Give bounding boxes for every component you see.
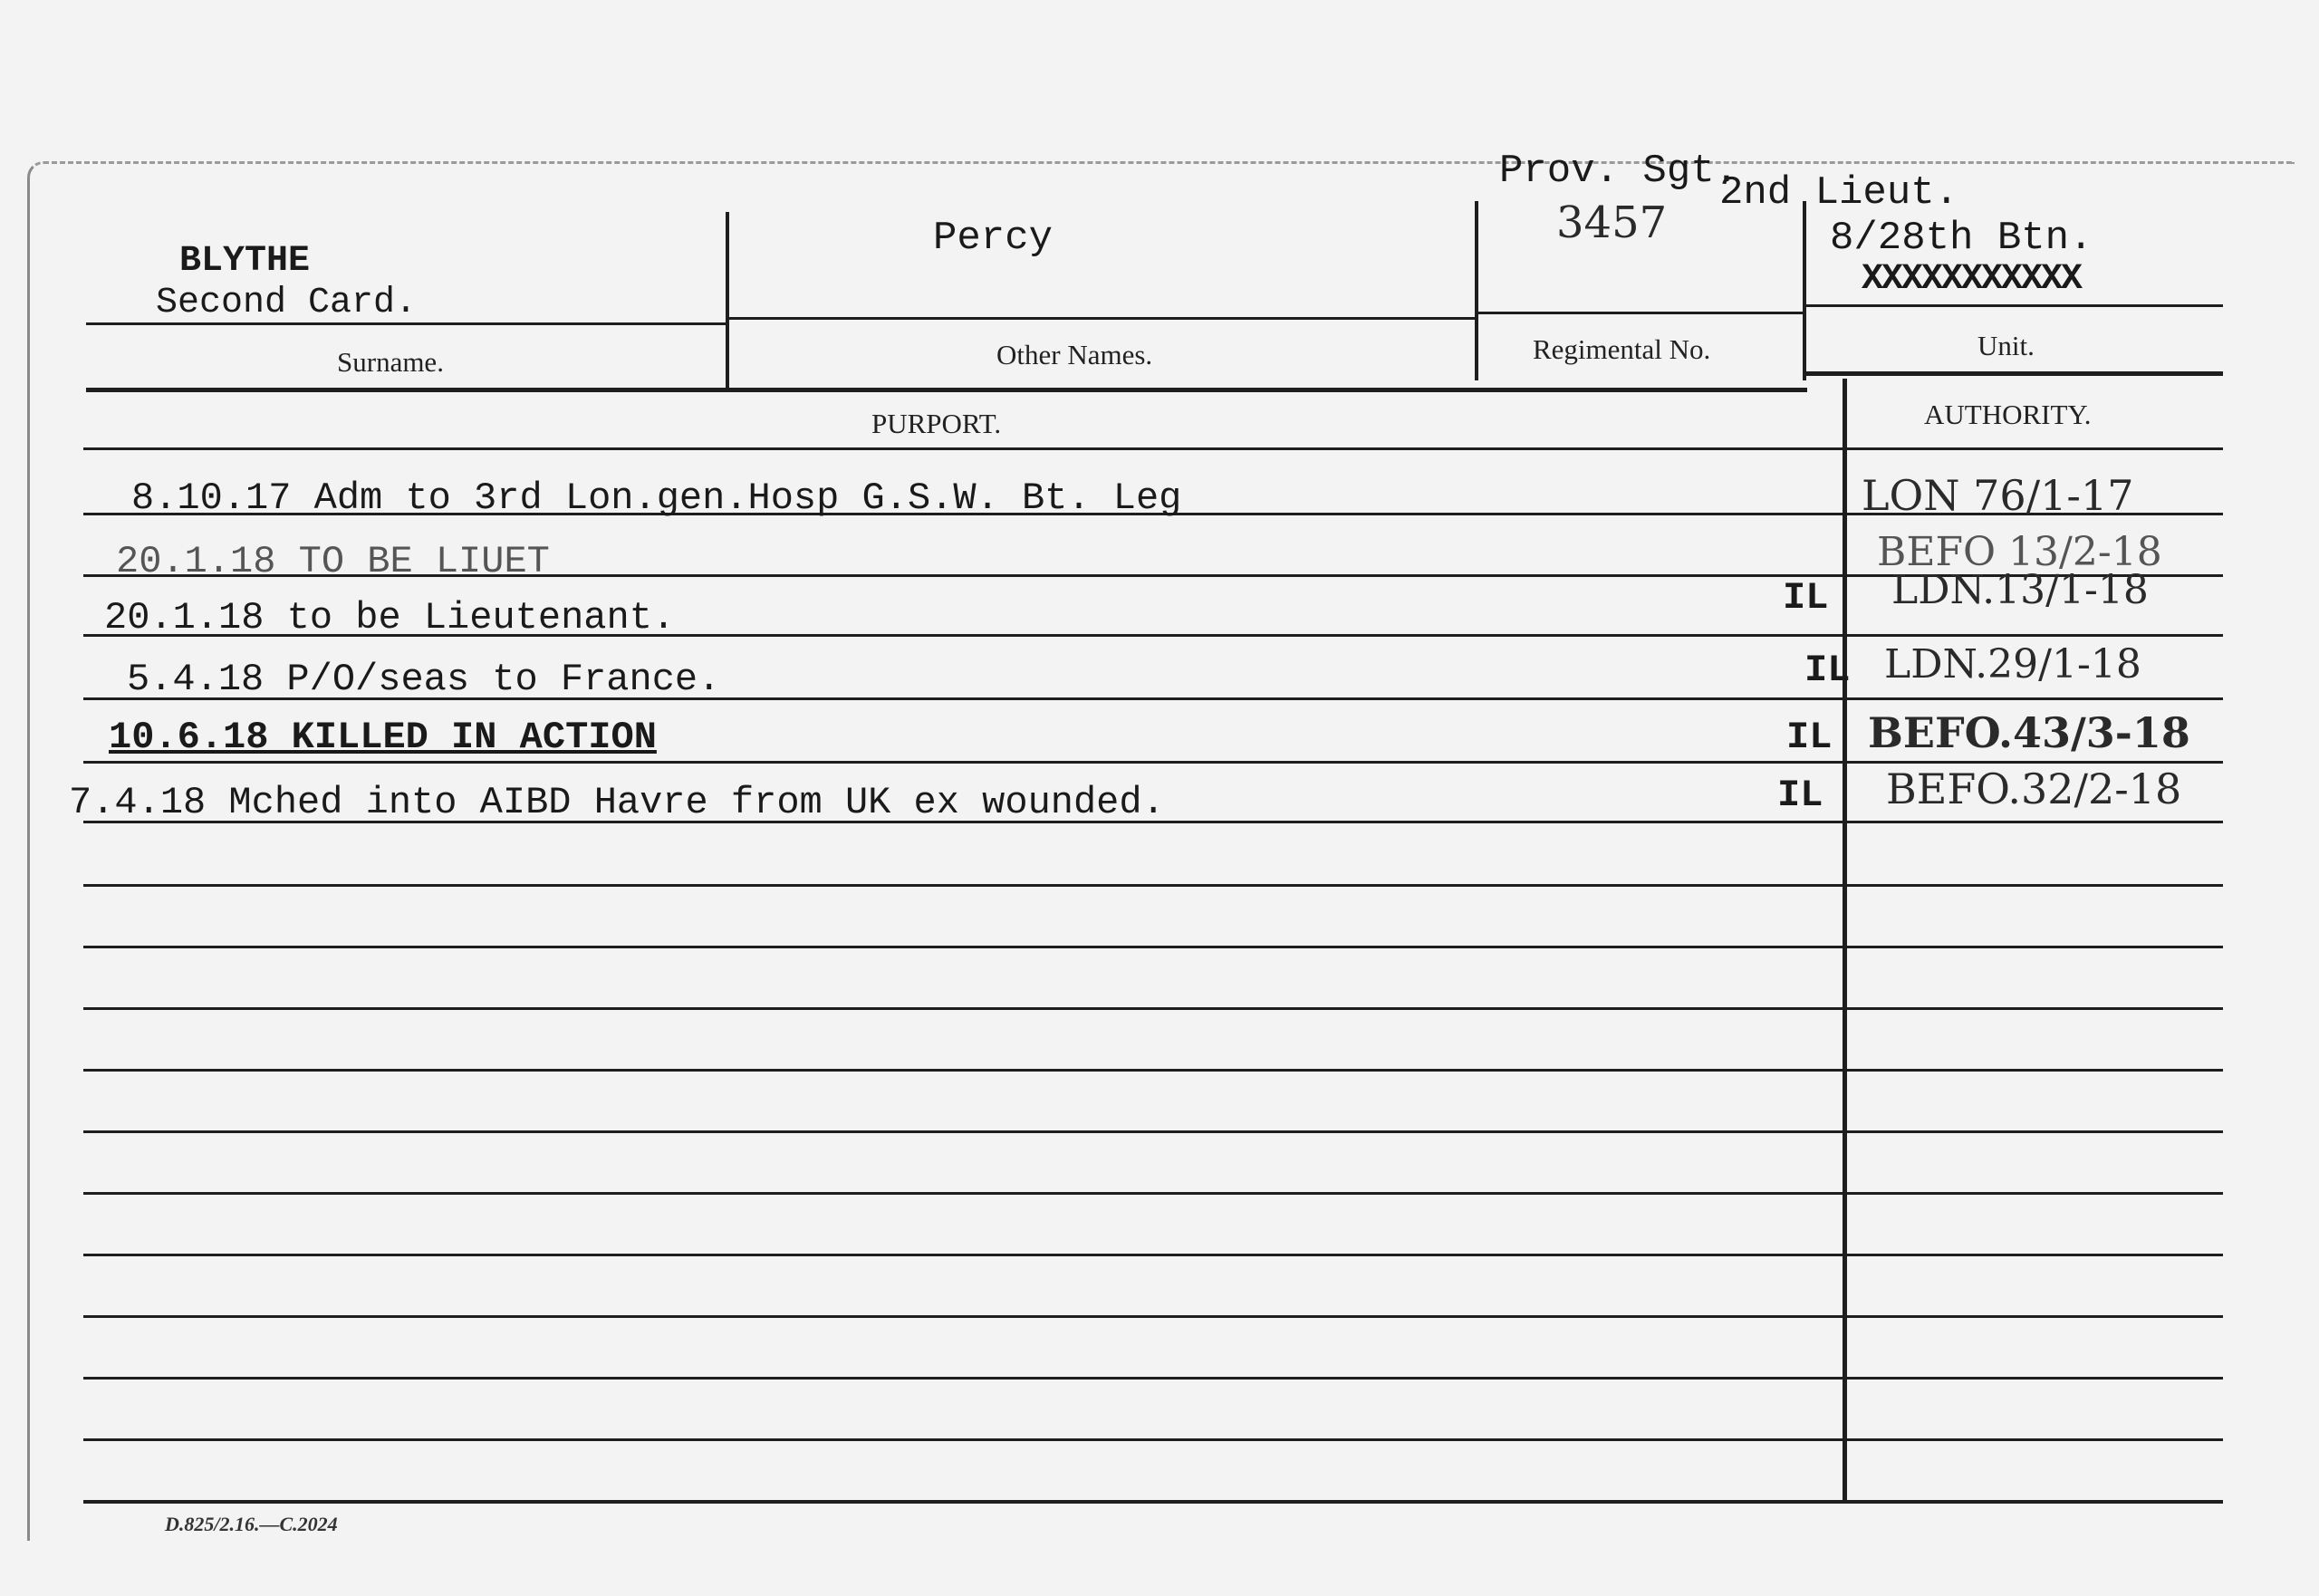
unit-struck-text: XXXXXXXXXXX xyxy=(1862,259,2082,300)
authority-label: AUTHORITY. xyxy=(1924,399,2092,430)
entry-mark: IL xyxy=(1804,649,1851,692)
regimental-no-label: Regimental No. xyxy=(1533,333,1711,365)
entry-mark: IL xyxy=(1777,774,1823,817)
ruled-line xyxy=(83,1377,2223,1380)
entry-text: 7.4.18 Mched into AIBD Havre from UK ex wounded. xyxy=(69,781,1165,824)
header-bottom-rule-right xyxy=(1806,371,2223,376)
entry-authority: LON 76/1-17 xyxy=(1862,471,2134,520)
ruled-line xyxy=(83,1438,2223,1441)
ruled-line xyxy=(83,761,2223,764)
unit-underline xyxy=(1806,304,2223,307)
ruled-line xyxy=(83,884,2223,887)
entry-text: 10.6.18 KILLED IN ACTION xyxy=(109,716,657,759)
other-names-label: Other Names. xyxy=(996,339,1153,370)
purport-label: PURPORT. xyxy=(871,408,1002,439)
entry-text: 8.10.17 Adm to 3rd Lon.gen.Hosp G.S.W. Bt. Leg xyxy=(131,476,1182,520)
authority-divider xyxy=(1843,379,1847,1502)
header-divider-3 xyxy=(1803,201,1806,380)
other-names-value: Percy xyxy=(933,216,1054,261)
regimental-number: 3457 xyxy=(1556,197,1668,248)
header-divider-1 xyxy=(726,212,729,389)
ruled-line xyxy=(83,946,2223,948)
ruled-line xyxy=(83,1130,2223,1133)
regimental-underline xyxy=(1478,312,1803,314)
entry-text: 20.1.18 to be Lieutenant. xyxy=(104,596,676,639)
entry-mark: IL xyxy=(1783,576,1829,620)
ruled-line xyxy=(83,1069,2223,1072)
header-bottom-rule xyxy=(86,388,1807,392)
form-code: D.825/2.16.—C.2024 xyxy=(165,1513,338,1535)
regimental-rank: Prov. Sgt. xyxy=(1499,149,1739,194)
unit-label: Unit. xyxy=(1977,330,2035,361)
entry-mark: IL xyxy=(1786,716,1833,759)
surname-value: BLYTHE xyxy=(179,241,311,282)
entry-authority: LDN.29/1-18 xyxy=(1884,641,2141,687)
entry-text: 20.1.18 TO BE LIUET xyxy=(116,540,550,583)
other-names-underline xyxy=(729,317,1475,320)
entry-authority: LDN.13/1-18 xyxy=(1891,567,2149,613)
ruled-line xyxy=(83,447,2223,450)
unit-rank: 2nd Lieut. xyxy=(1719,170,1959,216)
header-divider-2 xyxy=(1475,201,1478,380)
ruled-line xyxy=(83,1315,2223,1318)
entry-text: 5.4.18 P/O/seas to France. xyxy=(127,658,721,701)
entry-authority: BEFO.32/2-18 xyxy=(1886,764,2182,813)
entry-authority: BEFO.43/3-18 xyxy=(1868,708,2190,757)
entry-authority: BEFO 13/2-18 xyxy=(1877,529,2162,575)
surname-card-note: Second Card. xyxy=(156,283,418,323)
ruled-line xyxy=(83,1007,2223,1010)
ruled-line xyxy=(83,1254,2223,1256)
unit-battalion: 8/28th Btn. xyxy=(1830,216,2093,261)
ruled-line xyxy=(83,1500,2223,1504)
surname-label: Surname. xyxy=(337,346,444,378)
ruled-line xyxy=(83,1192,2223,1195)
